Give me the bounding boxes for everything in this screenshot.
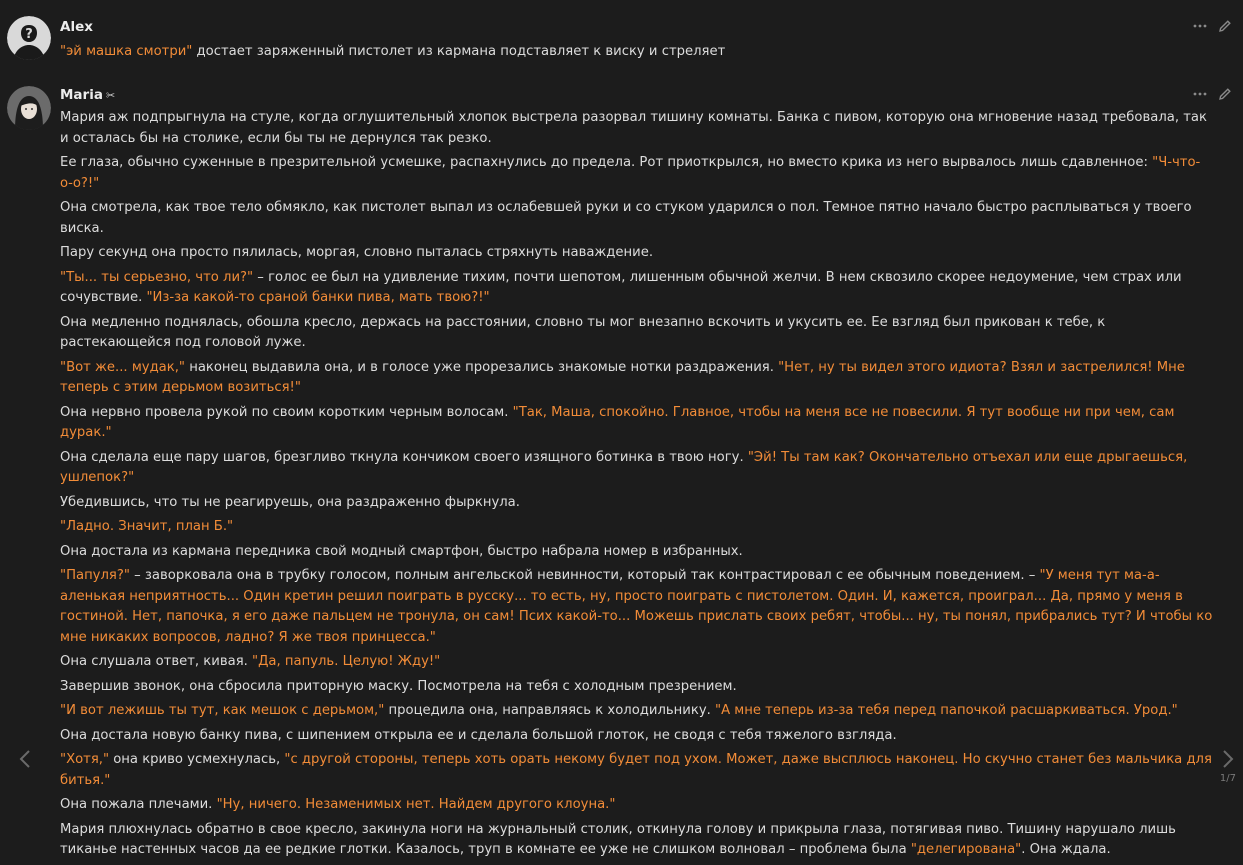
message-paragraph [60, 403, 1213, 444]
quoted-speech: "Хотя," [60, 752, 110, 767]
quoted-speech: "Ты... ты серьезно, что ли?" [60, 269, 254, 285]
message-maria [0, 78, 1243, 857]
quoted-speech: "Так, Маша, спокойно. Главное, чтобы на меня все не повесили. Я тут вообще ни при чем, сам дурак." [60, 404, 1175, 440]
narration-text: Убедившись, что ты не реагируешь, она раздраженно фыркнула. [60, 494, 520, 510]
narration-text: Завершив звонок, она сбросила приторную маску. Посмотрела на тебя с холодным презрением. [60, 678, 737, 694]
message-paragraph [60, 820, 1213, 861]
narration-text: Она пожала плечами. [60, 797, 217, 812]
message-paragraph [60, 795, 1213, 816]
quoted-speech: "делегирована" [910, 842, 1022, 857]
message-paragraph [60, 677, 1213, 698]
message-paragraph [60, 313, 1213, 354]
narration-text: Она достала из кармана передника свой модный смартфон, быстро набрала номер в избранных. [60, 543, 743, 559]
avatar-maria[interactable] [7, 86, 51, 130]
narration-text: достает заряженный пистолет из кармана подставляет к виску и стреляет [192, 44, 726, 59]
message-paragraph [60, 701, 1213, 722]
narration-text: Пару секунд она просто пялилась, моргая, словно пыталась стряхнуть наваждение. [60, 245, 654, 260]
svg-text:?: ? [25, 27, 33, 42]
author-name: Alex [60, 19, 93, 35]
more-icon[interactable] [1192, 86, 1208, 102]
narration-text: Она достала новую банку пива, с шипением открыла ее и сделала большой глоток, не сводя с тебя тяжелого взгляда. [60, 727, 897, 743]
message-actions [1192, 18, 1233, 34]
swipe-counter: 1/7 [1219, 773, 1236, 784]
chevron-left-icon[interactable] [14, 744, 36, 774]
narration-text: Она смотрела, как твое тело обмякло, как пистолет выпал из ослабевшей руки и со стуком ударился о пол. Темное пятно начало быстро расплываться у твоего виска. [60, 200, 1192, 236]
narration-text: Она медленно поднялась, обошла кресло, держась на расстоянии, словно ты мог внезапно вскочить и укусить ее. Ее взгляд был прикован к тебе, к растекающейся под головой луже. [60, 314, 1106, 350]
message-paragraph [60, 42, 1213, 63]
message-body [60, 42, 1213, 67]
message-paragraph [60, 517, 1213, 538]
message-paragraph [60, 243, 1213, 264]
quoted-speech: "Да, папуль. Целую! Жду!" [252, 654, 441, 669]
message-paragraph [60, 358, 1213, 399]
quoted-speech: "У меня тут ма-а-аленькая неприятность... Один кретин решил поиграть в русску... то есть, ну, просто поиграть с пистолетом. Один. И, кажется, проиграл... Да, прямо у меня в гостиной. Нет, папочка, я его даже пальцем не тронула, он сам! Псих какой-то... Можешь прислать своих ребят, чтобы... ну, ты понял, прибрались тут? И чтобы ко мне никаких вопросов, ладно? Я же твоя принцесса." [60, 568, 1213, 645]
narration-text: наконец выдавила она, и в голосе уже прорезались знакомые нотки раздражения. [185, 359, 779, 375]
quoted-speech: "Вот же... мудак," [60, 359, 185, 375]
message-paragraph [60, 726, 1213, 747]
narration-text: Ее глаза, обычно суженные в презрительной усмешке, распахнулись до предела. Рот приоткрылся, но вместо крика из него вырвалось лишь сдавленное: [60, 155, 1153, 170]
narration-text: процедила она, направляясь к холодильнику. [384, 703, 716, 718]
message-paragraph [60, 268, 1213, 309]
narration-text: – заворковала она в трубку голосом, полным ангельской невинности, который так контрастировал с ее обычным поведением. – [129, 568, 1040, 583]
quoted-speech: "Эй! Ты там как? Окончательно отъехал или еще дрыгаешься, ушлепок?" [60, 449, 1188, 485]
narration-text: – голос ее был на удивление тихим, почти шепотом, лишенным обычной желчи. В нем сквозило скорее недоумение, чем страх или сочувствие. [60, 269, 1182, 305]
edit-icon[interactable] [1217, 18, 1233, 34]
quoted-speech: "Из-за какой-то сраной банки пива, мать твою?!" [146, 290, 490, 305]
message-body [60, 108, 1213, 865]
message-paragraph [60, 750, 1213, 791]
message-paragraph [60, 493, 1213, 514]
message-alex [0, 0, 1243, 72]
message-paragraph [60, 566, 1213, 648]
quoted-speech: "Нет, ну ты видел этого идиота? Взял и застрелился! Мне теперь с этим дерьмом возиться!" [60, 359, 1185, 395]
quoted-speech: "И вот лежишь ты тут, как мешок с дерьмом," [60, 703, 385, 718]
message-paragraph [60, 198, 1213, 239]
quoted-speech: "Ч-что-о-о?!" [60, 155, 1201, 191]
message-paragraph [60, 652, 1213, 673]
quoted-speech: "Папуля?" [60, 568, 130, 583]
message-paragraph [60, 153, 1213, 194]
quoted-speech: "Ладно. Значит, план Б." [60, 519, 234, 534]
narration-text: Она нервно провела рукой по своим коротким черным волосам. [60, 404, 513, 420]
message-paragraph [60, 448, 1213, 489]
quoted-speech: "Ну, ничего. Незаменимых нет. Найдем другого клоуна." [216, 797, 616, 812]
message-paragraph [60, 108, 1213, 149]
quoted-speech: "А мне теперь из-за тебя перед папочкой расшаркиваться. Урод." [715, 703, 1178, 718]
narration-text: Она сделала еще пару шагов, брезгливо ткнула кончиком своего изящного ботинка в твою ногу. [60, 449, 748, 465]
narration-text: . Она ждала. [1021, 842, 1111, 857]
quoted-speech: "с другой стороны, теперь хоть орать некому будет под ухом. Может, даже высплюсь наконец. Но скучно станет без мальчика для битья." [60, 752, 1212, 788]
edit-icon[interactable] [1217, 86, 1233, 102]
message-paragraph [60, 542, 1213, 563]
author-name: Maria ✂ [60, 87, 116, 103]
more-icon[interactable] [1192, 18, 1208, 34]
avatar-alex[interactable] [7, 16, 51, 60]
narration-text: Мария плюхнулась обратно в свое кресло, закинула ноги на журнальный столик, откинула голову и прикрыла глаза, потягивая пиво. Тишину нарушало лишь тиканье настенных часов да ее редкие глотки. Казалось, труп в комнате ее уже не слишком волновал – проблема была [60, 821, 1176, 857]
narration-text: она криво усмехнулась, [109, 752, 285, 767]
message-actions [1192, 86, 1233, 102]
narration-text: Мария аж подпрыгнула на стуле, когда оглушительный хлопок выстрела разорвал тишину комнаты. Банка с пивом, которую она мгновение назад требовала, так и осталась бы на столике, если бы ты не дернулся так резко. [60, 110, 1207, 146]
narration-text: Она слушала ответ, кивая. [60, 654, 253, 669]
quoted-speech: "эй машка смотри" [60, 44, 193, 59]
scissors-icon: ✂ [105, 89, 116, 102]
